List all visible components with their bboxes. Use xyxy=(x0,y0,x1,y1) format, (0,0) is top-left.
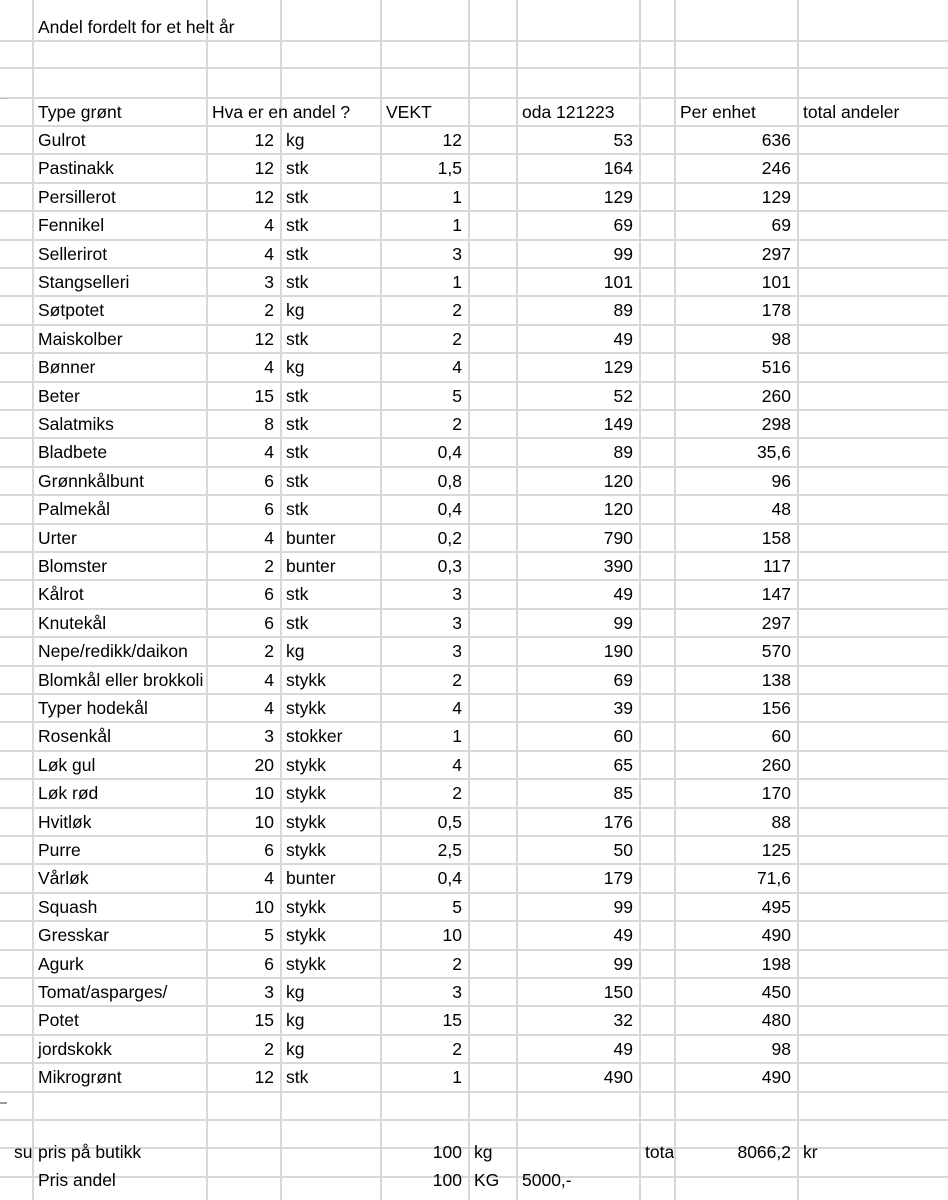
andel-qty-cell[interactable]: 10 xyxy=(254,783,274,803)
per-enhet-cell[interactable]: 35,6 xyxy=(756,442,791,462)
type-cell[interactable]: Stangselleri xyxy=(38,272,130,292)
andel-unit-cell[interactable]: stykk xyxy=(286,954,326,974)
header-vekt[interactable]: VEKT xyxy=(386,102,432,122)
vekt-cell[interactable]: 2 xyxy=(452,670,462,690)
andel-qty-cell[interactable]: 12 xyxy=(254,329,274,349)
type-cell[interactable]: Tomat/asparges/ xyxy=(38,982,168,1002)
type-cell[interactable]: Hvitløk xyxy=(38,812,92,832)
type-cell[interactable]: Potet xyxy=(38,1010,79,1030)
header-type[interactable]: Type grønt xyxy=(38,102,122,122)
summary-su-cell[interactable]: su xyxy=(14,1142,33,1162)
type-cell[interactable]: Persillerot xyxy=(38,187,116,207)
andel-unit-cell[interactable]: kg xyxy=(286,641,305,661)
per-enhet-cell[interactable]: 98 xyxy=(771,329,791,349)
type-cell[interactable]: Typer hodekål xyxy=(38,698,148,718)
andel-unit-cell[interactable]: stk xyxy=(286,158,309,178)
vekt-cell[interactable]: 3 xyxy=(452,641,462,661)
type-cell[interactable]: Palmekål xyxy=(38,499,110,519)
andel-qty-cell[interactable]: 10 xyxy=(254,812,274,832)
per-enhet-cell[interactable]: 60 xyxy=(771,726,791,746)
sheet-title[interactable]: Andel fordelt for et helt år xyxy=(38,17,235,37)
per-enhet-cell[interactable]: 88 xyxy=(771,812,791,832)
summary-andel-price[interactable]: 5000,- xyxy=(522,1170,572,1190)
type-cell[interactable]: Blomkål eller brokkoli xyxy=(38,670,204,690)
oda-price-cell[interactable]: 85 xyxy=(613,783,633,803)
per-enhet-cell[interactable]: 125 xyxy=(761,840,791,860)
oda-price-cell[interactable]: 164 xyxy=(603,158,633,178)
type-cell[interactable]: Urter xyxy=(38,528,77,548)
per-enhet-cell[interactable]: 198 xyxy=(761,954,791,974)
vekt-cell[interactable]: 3 xyxy=(452,613,462,633)
andel-unit-cell[interactable]: stk xyxy=(286,613,309,633)
vekt-cell[interactable]: 0,5 xyxy=(437,812,462,832)
per-enhet-cell[interactable]: 147 xyxy=(761,584,791,604)
oda-price-cell[interactable]: 49 xyxy=(613,329,633,349)
oda-price-cell[interactable]: 89 xyxy=(613,300,633,320)
andel-unit-cell[interactable]: kg xyxy=(286,130,305,150)
per-enhet-cell[interactable]: 178 xyxy=(761,300,791,320)
oda-price-cell[interactable]: 60 xyxy=(613,726,633,746)
per-enhet-cell[interactable]: 490 xyxy=(761,1067,791,1087)
per-enhet-cell[interactable]: 138 xyxy=(761,670,791,690)
andel-qty-cell[interactable]: 6 xyxy=(264,499,274,519)
type-cell[interactable]: Grønnkålbunt xyxy=(38,471,145,491)
oda-price-cell[interactable]: 101 xyxy=(603,272,633,292)
andel-qty-cell[interactable]: 3 xyxy=(264,726,274,746)
andel-qty-cell[interactable]: 4 xyxy=(264,215,274,235)
andel-qty-cell[interactable]: 4 xyxy=(264,698,274,718)
type-cell[interactable]: Bønner xyxy=(38,357,96,377)
oda-price-cell[interactable]: 99 xyxy=(613,897,633,917)
oda-price-cell[interactable]: 179 xyxy=(603,868,633,888)
andel-unit-cell[interactable]: stykk xyxy=(286,698,326,718)
andel-unit-cell[interactable]: bunter xyxy=(286,528,336,548)
andel-qty-cell[interactable]: 2 xyxy=(264,556,274,576)
type-cell[interactable]: jordskokk xyxy=(38,1039,112,1059)
type-cell[interactable]: Vårløk xyxy=(38,868,89,888)
type-cell[interactable]: Løk rød xyxy=(38,783,99,803)
andel-qty-cell[interactable]: 15 xyxy=(254,1010,274,1030)
per-enhet-cell[interactable]: 117 xyxy=(763,556,791,576)
type-cell[interactable]: Løk gul xyxy=(38,755,96,775)
andel-qty-cell[interactable]: 6 xyxy=(264,840,274,860)
vekt-cell[interactable]: 4 xyxy=(452,357,462,377)
oda-price-cell[interactable]: 390 xyxy=(603,556,633,576)
andel-unit-cell[interactable]: stykk xyxy=(286,783,326,803)
per-enhet-cell[interactable]: 96 xyxy=(771,471,791,491)
vekt-cell[interactable]: 2 xyxy=(452,783,462,803)
oda-price-cell[interactable]: 89 xyxy=(613,442,633,462)
oda-price-cell[interactable]: 49 xyxy=(613,584,633,604)
vekt-cell[interactable]: 0,3 xyxy=(437,556,462,576)
oda-price-cell[interactable]: 120 xyxy=(603,471,633,491)
type-cell[interactable]: Knutekål xyxy=(38,613,107,633)
andel-unit-cell[interactable]: stk xyxy=(286,329,309,349)
type-cell[interactable]: Agurk xyxy=(38,954,84,974)
vekt-cell[interactable]: 3 xyxy=(452,584,462,604)
oda-price-cell[interactable]: 39 xyxy=(613,698,633,718)
andel-unit-cell[interactable]: stk xyxy=(286,272,309,292)
andel-unit-cell[interactable]: stk xyxy=(286,471,309,491)
andel-qty-cell[interactable]: 4 xyxy=(264,528,274,548)
andel-qty-cell[interactable]: 10 xyxy=(254,897,274,917)
oda-price-cell[interactable]: 99 xyxy=(613,613,633,633)
type-cell[interactable]: Rosenkål xyxy=(38,726,111,746)
andel-qty-cell[interactable]: 4 xyxy=(264,357,274,377)
summary-butikk-label[interactable]: pris på butikk xyxy=(38,1142,142,1162)
per-enhet-cell[interactable]: 48 xyxy=(771,499,791,519)
per-enhet-cell[interactable]: 71,6 xyxy=(756,868,791,888)
oda-price-cell[interactable]: 150 xyxy=(603,982,633,1002)
andel-qty-cell[interactable]: 8 xyxy=(264,414,274,434)
oda-price-cell[interactable]: 49 xyxy=(613,925,633,945)
type-cell[interactable]: Purre xyxy=(38,840,81,860)
andel-qty-cell[interactable]: 2 xyxy=(264,641,274,661)
vekt-cell[interactable]: 5 xyxy=(452,897,462,917)
type-cell[interactable]: Mikrogrønt xyxy=(38,1067,122,1087)
oda-price-cell[interactable]: 99 xyxy=(613,954,633,974)
type-cell[interactable]: Blomster xyxy=(38,556,108,576)
row-divider xyxy=(0,40,948,42)
vekt-cell[interactable]: 0,8 xyxy=(437,471,462,491)
andel-unit-cell[interactable]: stk xyxy=(286,187,309,207)
andel-unit-cell[interactable]: stk xyxy=(286,1067,309,1087)
summary-tot-value[interactable]: 8066,2 xyxy=(737,1142,791,1162)
per-enhet-cell[interactable]: 246 xyxy=(761,158,791,178)
oda-price-cell[interactable]: 129 xyxy=(603,357,633,377)
type-cell[interactable]: Salatmiks xyxy=(38,414,114,434)
andel-qty-cell[interactable]: 5 xyxy=(264,925,274,945)
type-cell[interactable]: Gresskar xyxy=(38,925,109,945)
header-total-andeler[interactable]: total andeler xyxy=(803,102,900,122)
oda-price-cell[interactable]: 52 xyxy=(613,386,633,406)
vekt-cell[interactable]: 4 xyxy=(452,698,462,718)
vekt-cell[interactable]: 0,4 xyxy=(437,499,462,519)
column-divider xyxy=(639,0,641,1200)
oda-price-cell[interactable]: 176 xyxy=(603,812,633,832)
per-enhet-cell[interactable]: 101 xyxy=(761,272,791,292)
andel-unit-cell[interactable]: stykk xyxy=(286,812,326,832)
andel-unit-cell[interactable]: stokker xyxy=(286,726,343,746)
header-andel[interactable]: Hva er en andel ? xyxy=(212,102,351,122)
andel-qty-cell[interactable]: 6 xyxy=(264,471,274,491)
andel-qty-cell[interactable]: 12 xyxy=(254,1067,274,1087)
andel-unit-cell[interactable]: stk xyxy=(286,442,309,462)
vekt-cell[interactable]: 4 xyxy=(452,755,462,775)
header-per-enhet[interactable]: Per enhet xyxy=(680,102,756,122)
type-cell[interactable]: Pastinakk xyxy=(38,158,114,178)
andel-qty-cell[interactable]: 4 xyxy=(264,868,274,888)
andel-qty-cell[interactable]: 4 xyxy=(264,670,274,690)
oda-price-cell[interactable]: 32 xyxy=(613,1010,633,1030)
per-enhet-cell[interactable]: 450 xyxy=(761,982,791,1002)
vekt-cell[interactable]: 2 xyxy=(452,329,462,349)
per-enhet-cell[interactable]: 69 xyxy=(771,215,791,235)
row-marker xyxy=(0,98,7,99)
andel-unit-cell[interactable]: kg xyxy=(286,982,305,1002)
per-enhet-cell[interactable]: 297 xyxy=(761,613,791,633)
column-divider xyxy=(468,0,470,1200)
row-divider xyxy=(0,67,948,69)
andel-qty-cell[interactable]: 4 xyxy=(264,244,274,264)
andel-unit-cell[interactable]: stykk xyxy=(286,897,326,917)
header-oda[interactable]: oda 121223 xyxy=(522,102,615,122)
type-cell[interactable]: Beter xyxy=(38,386,80,406)
andel-unit-cell[interactable]: kg xyxy=(286,357,305,377)
type-cell[interactable]: Fennikel xyxy=(38,215,105,235)
vekt-cell[interactable]: 12 xyxy=(442,130,462,150)
per-enhet-cell[interactable]: 129 xyxy=(761,187,791,207)
andel-qty-cell[interactable]: 3 xyxy=(264,982,274,1002)
vekt-cell[interactable]: 2,5 xyxy=(437,840,462,860)
oda-price-cell[interactable]: 53 xyxy=(613,130,633,150)
andel-unit-cell[interactable]: stykk xyxy=(286,670,326,690)
per-enhet-cell[interactable]: 260 xyxy=(761,386,791,406)
andel-qty-cell[interactable]: 12 xyxy=(254,187,274,207)
type-cell[interactable]: Bladbete xyxy=(38,442,108,462)
andel-unit-cell[interactable]: stk xyxy=(286,414,309,434)
oda-price-cell[interactable]: 120 xyxy=(603,499,633,519)
row-marker xyxy=(0,1102,7,1104)
per-enhet-cell[interactable]: 98 xyxy=(771,1039,791,1059)
oda-price-cell[interactable]: 790 xyxy=(603,528,633,548)
type-cell[interactable]: Squash xyxy=(38,897,98,917)
vekt-cell[interactable]: 3 xyxy=(452,982,462,1002)
andel-qty-cell[interactable]: 2 xyxy=(264,1039,274,1059)
type-cell[interactable]: Gulrot xyxy=(38,130,86,150)
andel-unit-cell[interactable]: stk xyxy=(286,215,309,235)
vekt-cell[interactable]: 0,4 xyxy=(437,868,462,888)
oda-price-cell[interactable]: 99 xyxy=(613,244,633,264)
andel-unit-cell[interactable]: kg xyxy=(286,1039,305,1059)
row-divider xyxy=(0,1119,948,1121)
per-enhet-cell[interactable]: 156 xyxy=(761,698,791,718)
andel-unit-cell[interactable]: stk xyxy=(286,499,309,519)
summary-andel-unit[interactable]: KG xyxy=(474,1170,500,1190)
andel-qty-cell[interactable]: 20 xyxy=(254,755,274,775)
andel-unit-cell[interactable]: stk xyxy=(286,584,309,604)
oda-price-cell[interactable]: 490 xyxy=(603,1067,633,1087)
type-cell[interactable]: Nepe/redikk/daikon xyxy=(38,641,188,661)
andel-qty-cell[interactable]: 6 xyxy=(264,954,274,974)
per-enhet-cell[interactable]: 570 xyxy=(761,641,791,661)
oda-price-cell[interactable]: 190 xyxy=(603,641,633,661)
per-enhet-cell[interactable]: 490 xyxy=(761,925,791,945)
vekt-cell[interactable]: 1 xyxy=(452,726,462,746)
summary-andel-vekt[interactable]: 100 xyxy=(432,1170,462,1190)
andel-unit-cell[interactable]: bunter xyxy=(286,868,336,888)
vekt-cell[interactable]: 5 xyxy=(452,386,462,406)
type-cell[interactable]: Søtpotet xyxy=(38,300,105,320)
andel-qty-cell[interactable]: 4 xyxy=(264,442,274,462)
per-enhet-cell[interactable]: 636 xyxy=(761,130,791,150)
vekt-cell[interactable]: 1,5 xyxy=(437,158,462,178)
vekt-cell[interactable]: 2 xyxy=(452,414,462,434)
oda-price-cell[interactable]: 50 xyxy=(613,840,633,860)
summary-tot-label[interactable]: tota xyxy=(645,1142,674,1162)
andel-qty-cell[interactable]: 12 xyxy=(254,158,274,178)
andel-unit-cell[interactable]: stk xyxy=(286,386,309,406)
andel-unit-cell[interactable]: stykk xyxy=(286,840,326,860)
summary-butikk-unit[interactable]: kg xyxy=(474,1142,493,1162)
column-divider xyxy=(797,0,799,1200)
per-enhet-cell[interactable]: 260 xyxy=(761,755,791,775)
vekt-cell[interactable]: 2 xyxy=(452,954,462,974)
vekt-cell[interactable]: 10 xyxy=(442,925,462,945)
summary-tot-unit[interactable]: kr xyxy=(803,1142,818,1162)
oda-price-cell[interactable]: 149 xyxy=(603,414,633,434)
per-enhet-cell[interactable]: 158 xyxy=(761,528,791,548)
vekt-cell[interactable]: 2 xyxy=(452,1039,462,1059)
vekt-cell[interactable]: 2 xyxy=(452,300,462,320)
vekt-cell[interactable]: 1 xyxy=(452,215,462,235)
andel-qty-cell[interactable]: 12 xyxy=(254,130,274,150)
andel-unit-cell[interactable]: kg xyxy=(286,1010,305,1030)
oda-price-cell[interactable]: 129 xyxy=(603,187,633,207)
per-enhet-cell[interactable]: 298 xyxy=(761,414,791,434)
andel-qty-cell[interactable]: 2 xyxy=(264,300,274,320)
vekt-cell[interactable]: 1 xyxy=(452,1067,462,1087)
type-cell[interactable]: Maiskolber xyxy=(38,329,123,349)
andel-qty-cell[interactable]: 6 xyxy=(264,613,274,633)
oda-price-cell[interactable]: 65 xyxy=(613,755,633,775)
andel-qty-cell[interactable]: 6 xyxy=(264,584,274,604)
vekt-cell[interactable]: 1 xyxy=(452,187,462,207)
per-enhet-cell[interactable]: 297 xyxy=(761,244,791,264)
per-enhet-cell[interactable]: 516 xyxy=(761,357,791,377)
vekt-cell[interactable]: 0,4 xyxy=(437,442,462,462)
andel-unit-cell[interactable]: bunter xyxy=(286,556,336,576)
summary-butikk-vekt[interactable]: 100 xyxy=(432,1142,462,1162)
andel-qty-cell[interactable]: 15 xyxy=(254,386,274,406)
andel-unit-cell[interactable]: stykk xyxy=(286,755,326,775)
vekt-cell[interactable]: 0,2 xyxy=(437,528,462,548)
type-cell[interactable]: Sellerirot xyxy=(38,244,108,264)
summary-andel-label[interactable]: Pris andel xyxy=(38,1170,116,1190)
andel-qty-cell[interactable]: 3 xyxy=(264,272,274,292)
row-divider xyxy=(0,1091,948,1093)
vekt-cell[interactable]: 15 xyxy=(442,1010,462,1030)
oda-price-cell[interactable]: 49 xyxy=(613,1039,633,1059)
oda-price-cell[interactable]: 69 xyxy=(613,670,633,690)
vekt-cell[interactable]: 1 xyxy=(452,272,462,292)
per-enhet-cell[interactable]: 480 xyxy=(761,1010,791,1030)
oda-price-cell[interactable]: 69 xyxy=(613,215,633,235)
vekt-cell[interactable]: 3 xyxy=(452,244,462,264)
per-enhet-cell[interactable]: 495 xyxy=(761,897,791,917)
per-enhet-cell[interactable]: 170 xyxy=(761,783,791,803)
andel-unit-cell[interactable]: stykk xyxy=(286,925,326,945)
andel-unit-cell[interactable]: kg xyxy=(286,300,305,320)
andel-unit-cell[interactable]: stk xyxy=(286,244,309,264)
type-cell[interactable]: Kålrot xyxy=(38,584,84,604)
